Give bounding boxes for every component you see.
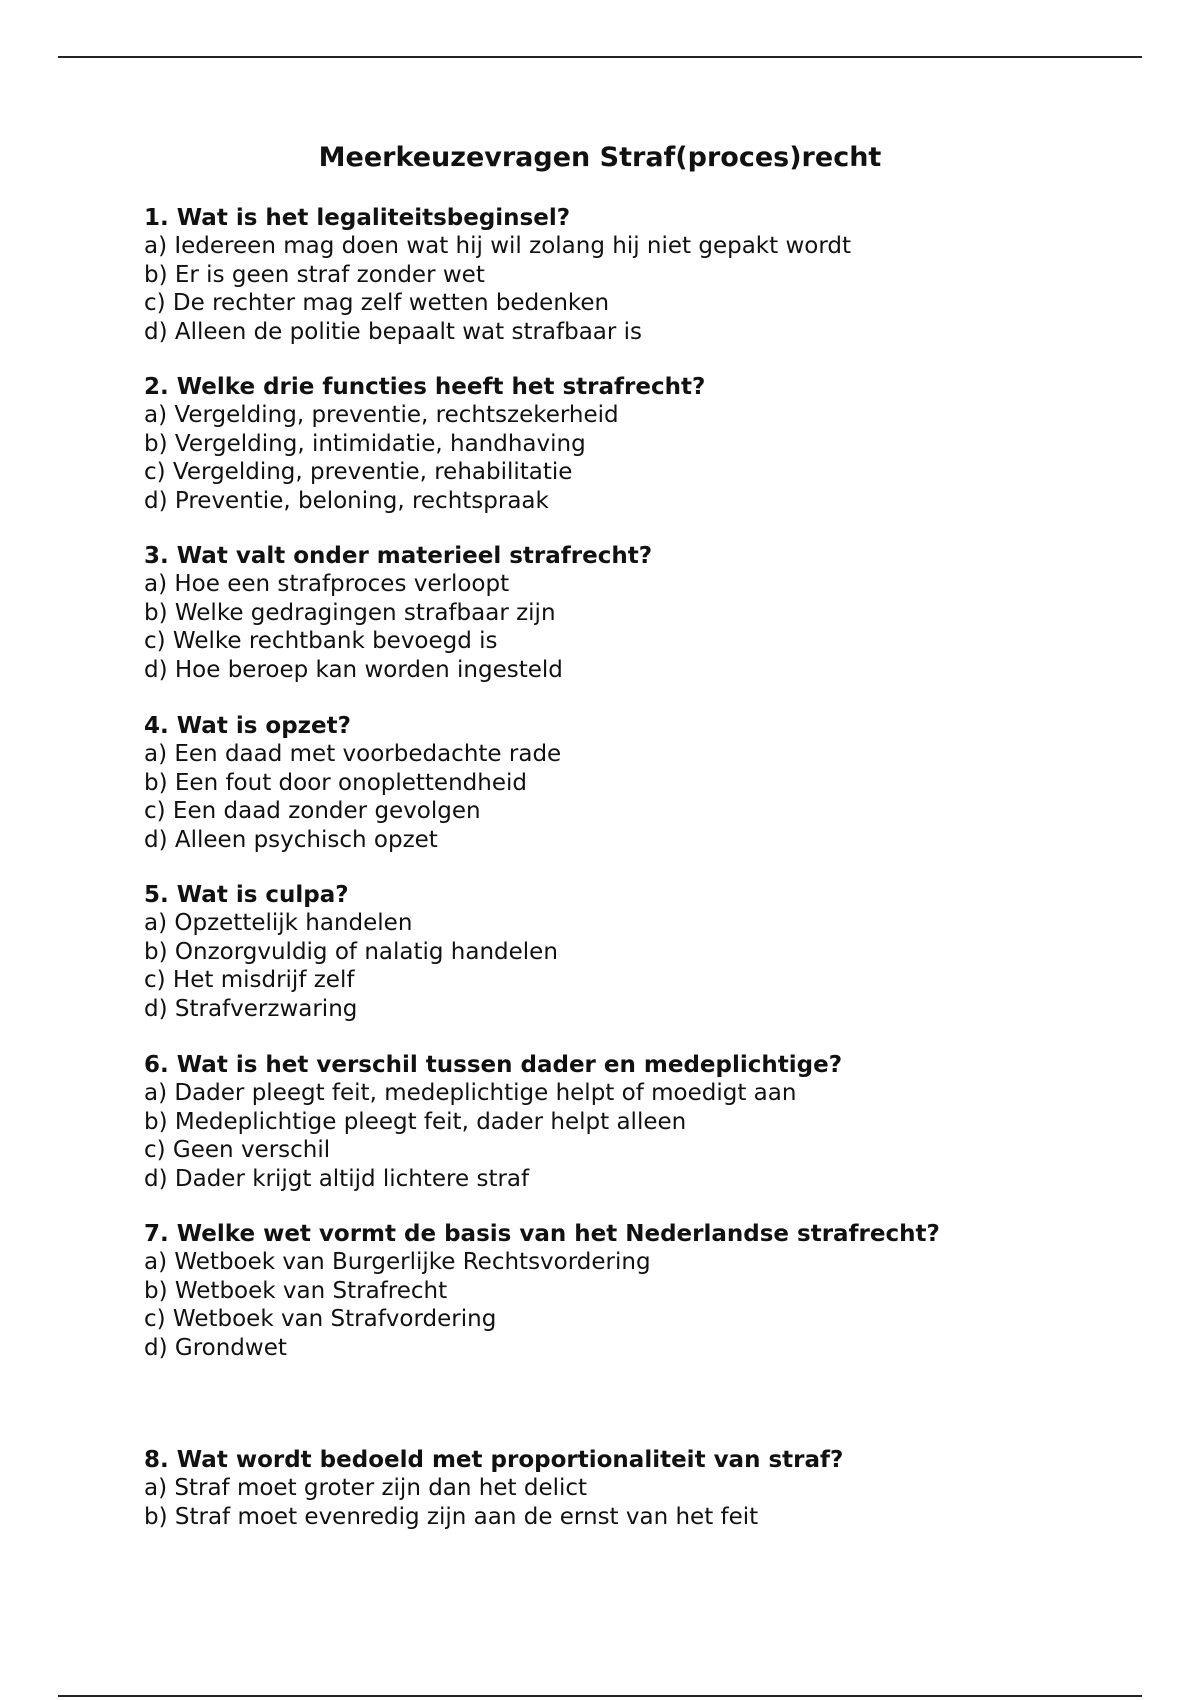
answer-option-a: a) Een daad met voorbedachte rade xyxy=(144,741,562,768)
answer-option-d: d) Alleen psychisch opzet xyxy=(144,826,438,853)
question-text: 5. Wat is culpa? xyxy=(144,882,349,908)
answer-option-a: a) Dader pleegt feit, medeplichtige helpt of moedigt aan xyxy=(144,1080,797,1107)
answer-option-d: d) Preventie, beloning, rechtspraak xyxy=(144,487,549,514)
question-text: 2. Welke drie functies heeft het strafrecht? xyxy=(144,374,706,400)
answer-option-c: c) Vergelding, preventie, rehabilitatie xyxy=(144,459,573,486)
answer-option-c: c) Geen verschil xyxy=(144,1137,331,1164)
page-title: Meerkeuzevragen Straf(proces)recht xyxy=(318,142,882,173)
question-text: 1. Wat is het legaliteitsbeginsel? xyxy=(144,205,571,231)
top-divider xyxy=(58,56,1142,58)
answer-option-a: a) Wetboek van Burgerlijke Rechtsvordering xyxy=(144,1249,651,1276)
answer-option-b: b) Medeplichtige pleegt feit, dader helpt alleen xyxy=(144,1108,687,1135)
question-text: 7. Welke wet vormt de basis van het Nederlandse strafrecht? xyxy=(144,1221,940,1247)
answer-option-b: b) Een fout door onoplettendheid xyxy=(144,769,527,796)
answer-option-a: a) Opzettelijk handelen xyxy=(144,910,413,937)
question-block xyxy=(144,881,1144,1023)
answer-option-c: c) Welke rechtbank bevoegd is xyxy=(144,628,498,655)
answer-option-b: b) Straf moet evenredig zijn aan de ernst van het feit xyxy=(144,1503,759,1530)
question-block xyxy=(144,712,1144,854)
answer-option-a: a) Hoe een strafproces verloopt xyxy=(144,571,510,598)
answer-option-c: c) Een daad zonder gevolgen xyxy=(144,798,481,825)
answer-option-b: b) Welke gedragingen strafbaar zijn xyxy=(144,599,556,626)
answer-option-c: c) Het misdrijf zelf xyxy=(144,967,355,994)
answer-option-d: d) Dader krijgt altijd lichtere straf xyxy=(144,1165,530,1192)
answer-option-b: b) Wetboek van Strafrecht xyxy=(144,1277,448,1304)
question-text: 6. Wat is het verschil tussen dader en medeplichtige? xyxy=(144,1052,843,1078)
bottom-divider xyxy=(58,1695,1142,1697)
answer-option-a: a) Vergelding, preventie, rechtszekerheid xyxy=(144,402,619,429)
question-block xyxy=(144,1446,1144,1531)
question-block xyxy=(144,373,1144,515)
answer-option-a: a) Iedereen mag doen wat hij wil zolang hij niet gepakt wordt xyxy=(144,233,852,260)
answer-option-b: b) Er is geen straf zonder wet xyxy=(144,261,485,288)
question-block xyxy=(144,1220,1144,1362)
question-text: 3. Wat valt onder materieel strafrecht? xyxy=(144,543,653,569)
question-text: 4. Wat is opzet? xyxy=(144,713,351,739)
answer-option-d: d) Alleen de politie bepaalt wat strafbaar is xyxy=(144,318,643,345)
answer-option-d: d) Strafverzwaring xyxy=(144,995,358,1022)
answer-option-d: d) Hoe beroep kan worden ingesteld xyxy=(144,656,563,683)
answer-option-d: d) Grondwet xyxy=(144,1334,287,1361)
answer-option-c: c) De rechter mag zelf wetten bedenken xyxy=(144,290,610,317)
question-text: 8. Wat wordt bedoeld met proportionaliteit van straf? xyxy=(144,1447,844,1473)
question-block xyxy=(144,1051,1144,1193)
answer-option-b: b) Onzorgvuldig of nalatig handelen xyxy=(144,938,558,965)
question-block xyxy=(144,204,1144,346)
answer-option-c: c) Wetboek van Strafvordering xyxy=(144,1306,497,1333)
answer-option-b: b) Vergelding, intimidatie, handhaving xyxy=(144,430,586,457)
question-block xyxy=(144,542,1144,684)
answer-option-a: a) Straf moet groter zijn dan het delict xyxy=(144,1475,588,1502)
